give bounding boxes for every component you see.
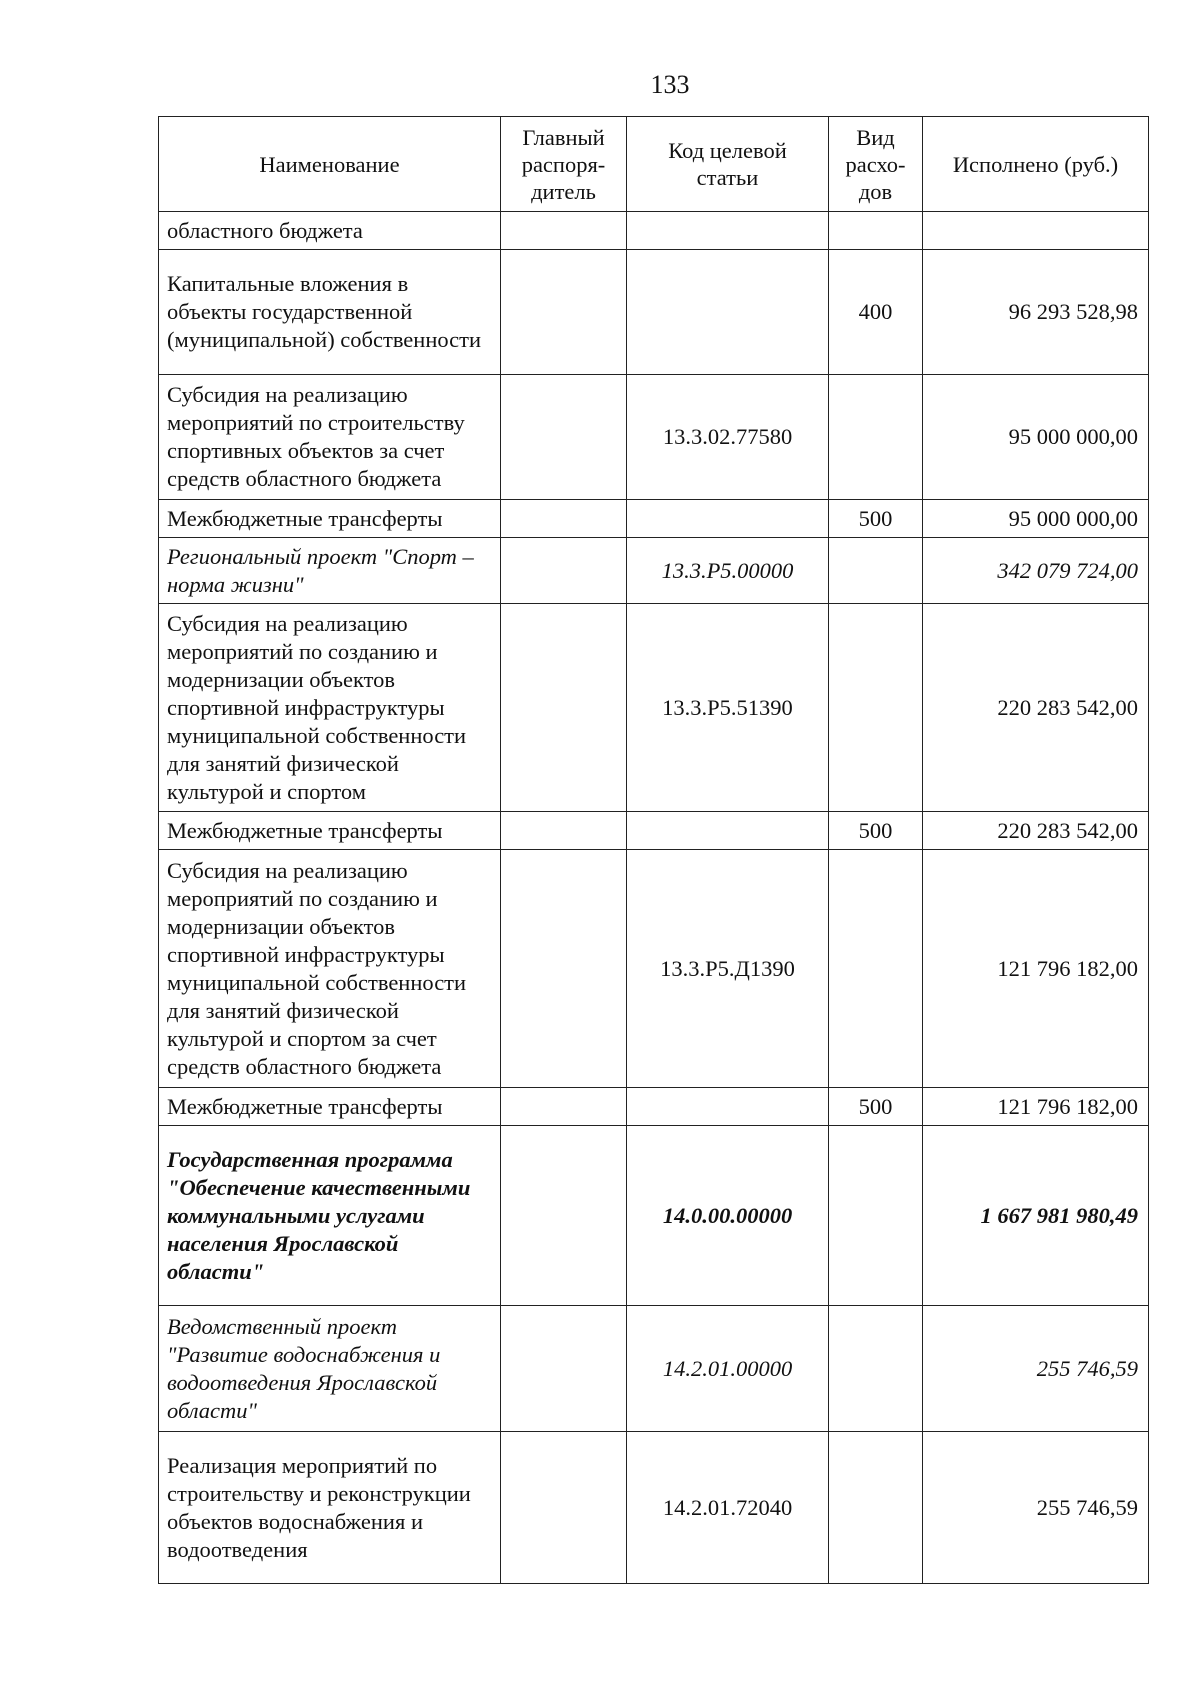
budget-table	[158, 116, 1149, 1584]
row-amount: 220 283 542,00	[923, 812, 1149, 850]
row-name: Межбюджетные трансферты	[159, 1088, 501, 1126]
row-amount: 220 283 542,00	[923, 604, 1149, 812]
header-executed: Исполнено (руб.)	[923, 117, 1149, 212]
row-code: 14.2.01.72040	[627, 1432, 829, 1584]
row-manager	[501, 212, 627, 250]
row-code: 13.3.Р5.Д1390	[627, 850, 829, 1088]
row-name: Региональный проект "Спорт – норма жизни"	[159, 538, 501, 604]
row-amount: 121 796 182,00	[923, 1088, 1149, 1126]
row-manager	[501, 604, 627, 812]
row-manager	[501, 1306, 627, 1432]
row-type	[829, 604, 923, 812]
row-code	[627, 212, 829, 250]
row-code	[627, 1088, 829, 1126]
row-name: Субсидия на реализацию мероприятий по созданию и модернизации объектов спортивной инфраструктуры муниципальной собственности для занятий физической культурой и спортом за счет средств областного бюджета	[159, 850, 501, 1088]
row-type	[829, 1126, 923, 1306]
row-type	[829, 850, 923, 1088]
row-manager	[501, 1432, 627, 1584]
row-amount: 1 667 981 980,49	[923, 1126, 1149, 1306]
table-row	[159, 538, 1149, 604]
row-amount: 342 079 724,00	[923, 538, 1149, 604]
table-row	[159, 212, 1149, 250]
row-manager	[501, 1126, 627, 1306]
row-name: Субсидия на реализацию мероприятий по созданию и модернизации объектов спортивной инфраструктуры муниципальной собственности для занятий физической культурой и спортом	[159, 604, 501, 812]
row-amount	[923, 212, 1149, 250]
row-type	[829, 212, 923, 250]
table-row	[159, 1088, 1149, 1126]
table-header-row	[159, 117, 1149, 212]
row-type	[829, 1306, 923, 1432]
row-amount: 121 796 182,00	[923, 850, 1149, 1088]
row-manager	[501, 812, 627, 850]
table-row	[159, 850, 1149, 1088]
row-manager	[501, 850, 627, 1088]
row-code	[627, 500, 829, 538]
table-row	[159, 604, 1149, 812]
row-code	[627, 812, 829, 850]
row-code	[627, 250, 829, 375]
row-manager	[501, 250, 627, 375]
row-manager	[501, 500, 627, 538]
table-row	[159, 1306, 1149, 1432]
header-expense-type: Вид расхо-дов	[829, 117, 923, 212]
row-code: 13.3.Р5.51390	[627, 604, 829, 812]
header-name: Наименование	[159, 117, 501, 212]
row-code: 14.2.01.00000	[627, 1306, 829, 1432]
row-code: 14.0.00.00000	[627, 1126, 829, 1306]
header-target-code: Код целевой статьи	[627, 117, 829, 212]
row-manager	[501, 1088, 627, 1126]
row-name: Межбюджетные трансферты	[159, 500, 501, 538]
row-type: 400	[829, 250, 923, 375]
table-row	[159, 812, 1149, 850]
table-row	[159, 1432, 1149, 1584]
row-code: 13.3.Р5.00000	[627, 538, 829, 604]
row-amount: 255 746,59	[923, 1432, 1149, 1584]
row-amount: 95 000 000,00	[923, 375, 1149, 500]
row-name: Субсидия на реализацию мероприятий по строительству спортивных объектов за счет средств областного бюджета	[159, 375, 501, 500]
row-name: Государственная программа "Обеспечение качественными коммунальными услугами населения Ярославской области"	[159, 1126, 501, 1306]
row-name: Ведомственный проект "Развитие водоснабжения и водоотведения Ярославской области"	[159, 1306, 501, 1432]
row-code: 13.3.02.77580	[627, 375, 829, 500]
table-row	[159, 1126, 1149, 1306]
row-name: областного бюджета	[159, 212, 501, 250]
row-name: Реализация мероприятий по строительству и реконструкции объектов водоснабжения и водоотведения	[159, 1432, 501, 1584]
row-name: Межбюджетные трансферты	[159, 812, 501, 850]
row-amount: 96 293 528,98	[923, 250, 1149, 375]
row-type	[829, 375, 923, 500]
row-type	[829, 538, 923, 604]
row-type: 500	[829, 812, 923, 850]
row-name: Капитальные вложения в объекты государственной (муниципальной) собственности	[159, 250, 501, 375]
row-manager	[501, 538, 627, 604]
row-type: 500	[829, 500, 923, 538]
page-number: 133	[650, 70, 690, 99]
row-amount: 255 746,59	[923, 1306, 1149, 1432]
row-type: 500	[829, 1088, 923, 1126]
table-row	[159, 375, 1149, 500]
table-row	[159, 250, 1149, 375]
row-amount: 95 000 000,00	[923, 500, 1149, 538]
table-row	[159, 500, 1149, 538]
header-main-manager: Главный распоря-дитель	[501, 117, 627, 212]
row-manager	[501, 375, 627, 500]
row-type	[829, 1432, 923, 1584]
